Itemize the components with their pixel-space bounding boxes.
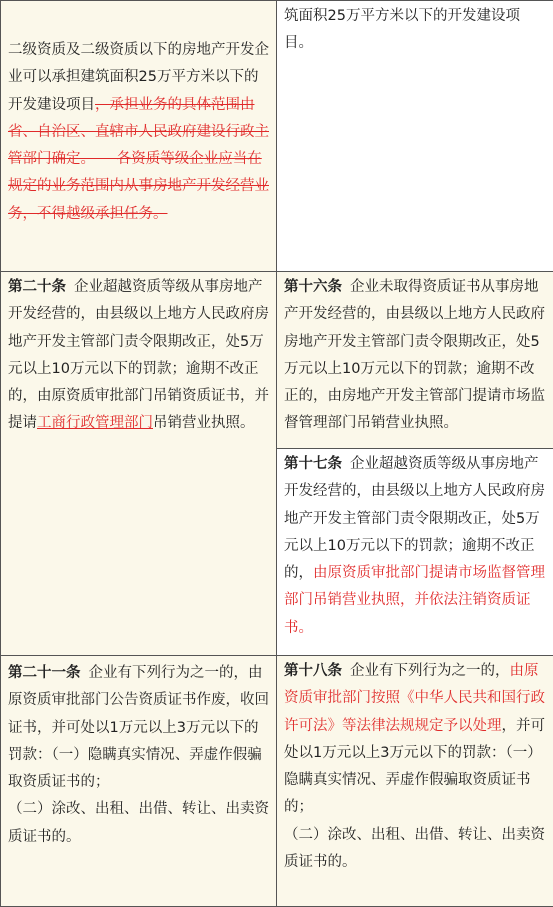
- changed-text: 由原资质审批部门提请市场监督管理部门吊销营业执照，并依法注销资质证书。: [284, 565, 545, 636]
- changed-text: 由原资质审批部门按照《中华人民共和国行政许可法》等法律法规规定予以处理: [284, 663, 545, 734]
- old-article-21-cell: [1, 656, 277, 907]
- article-text: 企业超越资质等级从事房地产开发经营的，由县级以上地方人民政府房地产开发主管部门责令限期改正，处5万元以上10万元以下的罚款；逾期不改正的，由原资质审批部门吊销资质证书，并提请: [8, 279, 269, 431]
- article-text-end: ，并可处以1万元以上3万元以下的罚款：（一）隐瞒真实情况、弄虚作假骗取资质证书的；: [284, 718, 545, 816]
- table-row: [1, 656, 553, 907]
- article-number: 第二十一条: [8, 665, 81, 681]
- old-text: 二级资质及二级资质以下的房地产开发企业可以承担建筑面积25万平方米以下的开发建设项目: [8, 42, 269, 113]
- deleted-text: ，承担业务的具体范围由省、自治区、直辖市人民政府建设行政主管部门确定。 各资质等级企业应当在规定的业务范围内从事房地产开发经营业务，不得越级承担任务。: [8, 97, 269, 222]
- article-number: 第十六条: [284, 279, 342, 295]
- new-text-cell: [277, 1, 553, 272]
- new-article-16-cell: [277, 272, 553, 449]
- article-number: 第二十条: [8, 279, 66, 295]
- table-row: [1, 272, 553, 449]
- old-text-cell: [1, 1, 277, 272]
- table-row: [1, 1, 553, 272]
- article-number: 第十八条: [284, 663, 342, 679]
- article-number: 第十七条: [284, 456, 342, 472]
- article-text: 企业有下列行为之一的，由原资质审批部门公告资质证书作废，收回证书，并可处以1万元以上3万元以下的罚款：（一）隐瞒真实情况、弄虚作假骗取资质证书的；: [8, 665, 269, 790]
- underlined-text: 工商行政管理部门: [37, 415, 153, 431]
- article-text: 企业超越资质等级从事房地产开发经营的，由县级以上地方人民政府房地产开发主管部门责令限期改正，处5万元以上10万元以下的罚款；逾期不改正的，: [284, 456, 545, 581]
- article-text-end: 吊销营业执照。: [153, 415, 255, 431]
- new-text: 筑面积25万平方米以下的开发建设项目。: [284, 8, 520, 51]
- article-text: 企业有下列行为之一的，: [350, 663, 510, 679]
- article-item-2: （二）涂改、出租、出借、转让、出卖资质证书的。: [8, 801, 269, 844]
- article-text: 企业未取得资质证书从事房地产开发经营的，由县级以上地方人民政府房地产开发主管部门责令限期改正，处5万元以上10万元以下的罚款；逾期不改正的，由房地产开发主管部门提请市场监督管理部门吊销营业执照。: [284, 279, 545, 431]
- new-article-18-cell: [277, 656, 553, 907]
- new-article-17-cell: [277, 449, 553, 656]
- old-article-20-cell: [1, 272, 277, 656]
- article-item-2: （二）涂改、出租、出借、转让、出卖资质证书的。: [284, 827, 545, 870]
